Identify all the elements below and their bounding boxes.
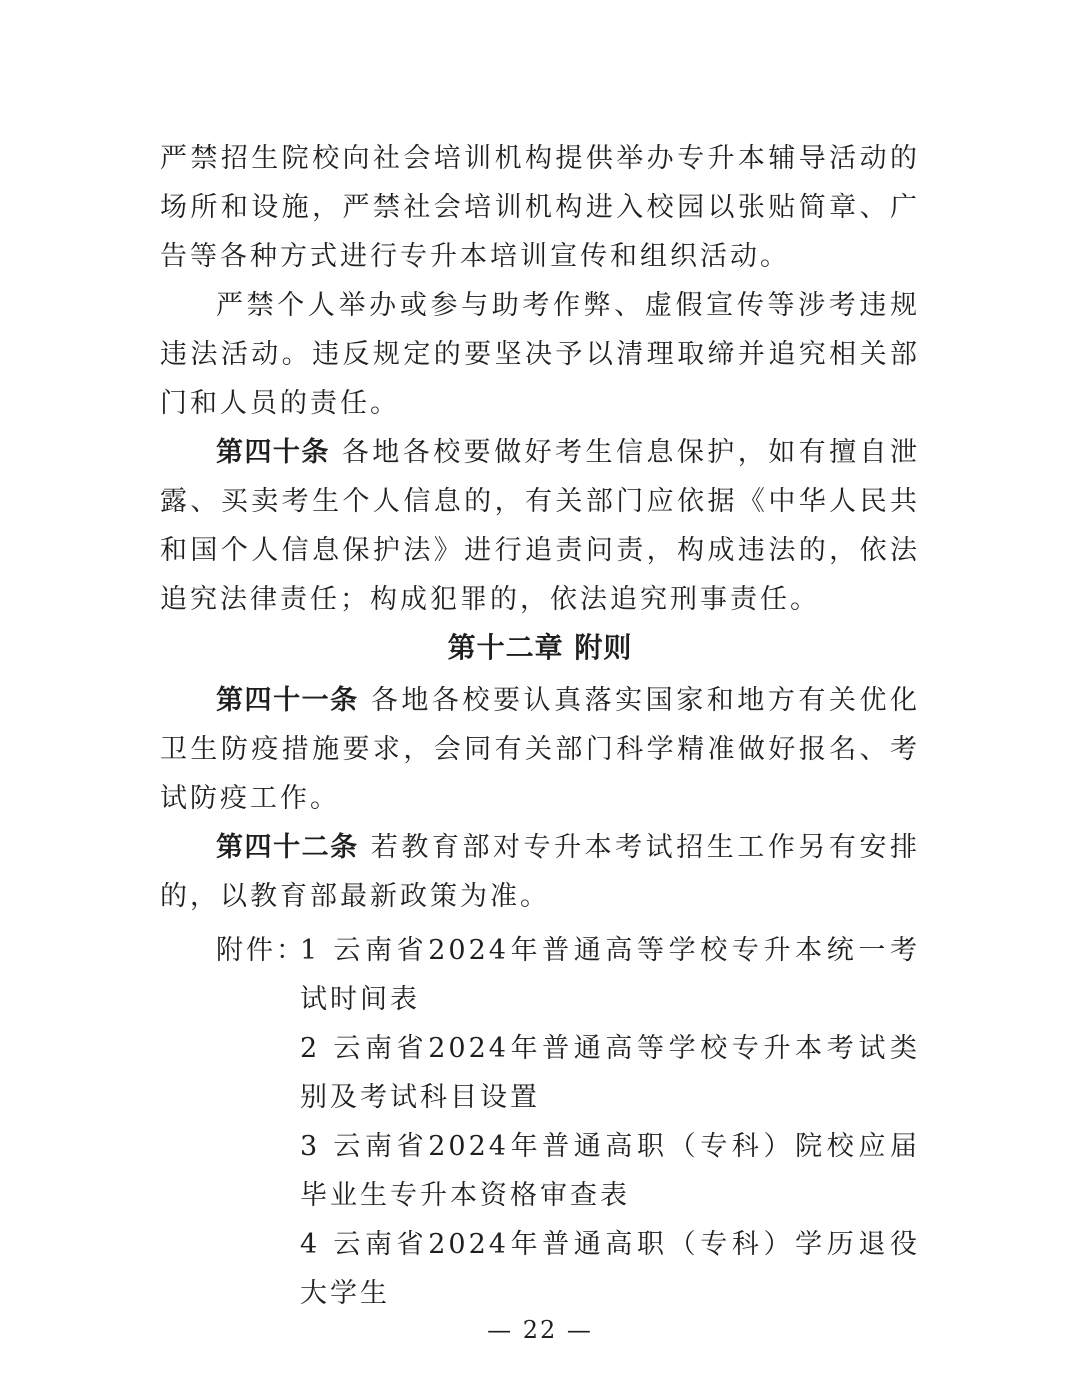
article-text: 若教育部对专升本考试招生工作另有安排的，以教育部最新政策为准。 [160, 832, 920, 912]
attachment-item: 3 云南省2024年普通高职（专科）院校应届毕业生专升本资格审查表 [300, 1131, 920, 1211]
article-42 [160, 823, 920, 921]
article-number: 第四十条 [216, 437, 330, 468]
article-number: 第四十一条 [216, 685, 359, 716]
attachments-label: 附件： [216, 935, 306, 966]
attachment-item: 1 云南省2024年普通高等学校专升本统一考试时间表 [300, 935, 920, 1015]
article-40 [160, 428, 920, 624]
chapter-title: 第十二章 附则 [447, 631, 633, 664]
paragraph-cheating-ban [160, 281, 920, 428]
article-41 [160, 676, 920, 823]
paragraph-text: 严禁招生院校向社会培训机构提供举办专升本辅导活动的场所和设施，严禁社会培训机构进入校园以张贴简章、广告等各种方式进行专升本培训宣传和组织活动。 [160, 143, 920, 272]
attachment-item: 4 云南省2024年普通高职（专科）学历退役大学生 [300, 1229, 920, 1309]
page-number: — 22 — [487, 1316, 593, 1344]
article-text: 各地各校要做好考生信息保护，如有擅自泄露、买卖考生个人信息的，有关部门应依据《中华人民共和国个人信息保护法》进行追责问责，构成违法的，依法追究法律责任；构成犯罪的，依法追究刑事责任。 [160, 437, 921, 615]
article-number: 第四十二条 [216, 832, 359, 863]
paragraph-training-ban [160, 134, 920, 281]
attachment-item: 2 云南省2024年普通高等学校专升本考试类别及考试科目设置 [300, 1033, 920, 1113]
paragraph-text: 严禁个人举办或参与助考作弊、虚假宣传等涉考违规违法活动。违反规定的要坚决予以清理取缔并追究相关部门和人员的责任。 [160, 290, 920, 419]
article-text: 各地各校要认真落实国家和地方有关优化卫生防疫措施要求，会同有关部门科学精准做好报名、考试防疫工作。 [160, 685, 920, 814]
